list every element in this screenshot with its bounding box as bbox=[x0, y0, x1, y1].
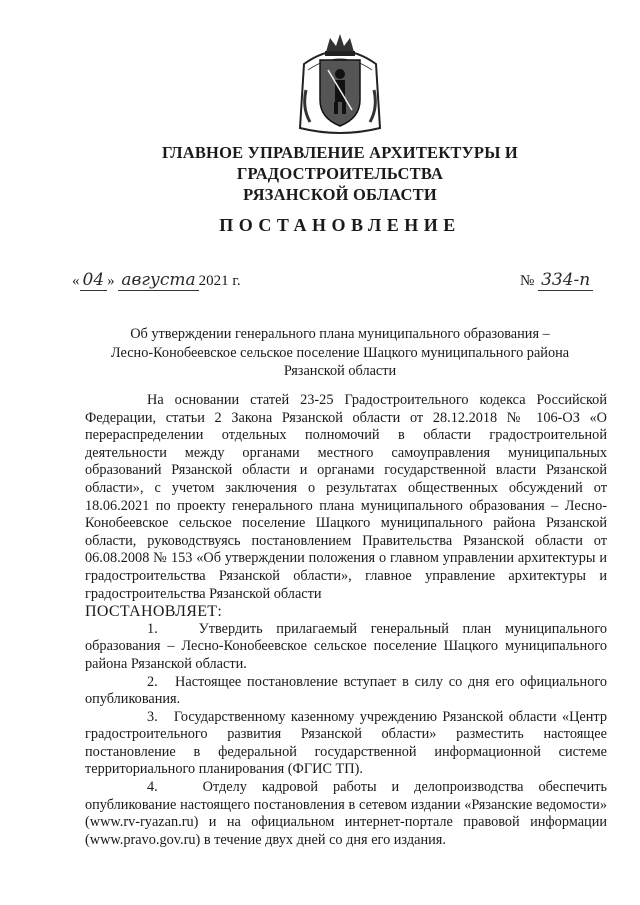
document-body bbox=[85, 392, 607, 849]
decree-word: ПОСТАНОВЛЯЕТ: bbox=[85, 603, 223, 621]
date-year: 2021 г. bbox=[198, 273, 241, 289]
item-4: 4. Отделу кадровой работы и делопроизводства обеспечить опубликование настоящего постановления в сетевом издании «Рязанские ведомости» (www.rv-ryazan.ru) и на официальном интернет-портале правовой информации (www.pravo.gov.ru) в течение двух дней со дня его издания. bbox=[85, 779, 607, 848]
date-month: августа bbox=[118, 270, 198, 291]
number-value: 334-п bbox=[538, 270, 593, 291]
open-quote: « bbox=[72, 273, 80, 289]
coat-of-arms-icon bbox=[298, 30, 382, 138]
item-1: 1. Утвердить прилагаемый генеральный план муниципального образования – Лесно-Конобеевское сельское поселение Шацкого муниципального района Рязанской области. bbox=[85, 620, 607, 672]
document-type: ПОСТАНОВЛЕНИЕ bbox=[219, 215, 461, 235]
preamble-paragraph: На основании статей 23-25 Градостроительного кодекса Российской Федерации, статьи 2 Закона Рязанской области от 28.12.2018 № 106-ОЗ «О перераспределении отдельных полномочий в области градостроительной деятельности между органами местного самоуправления муниципальных образований Рязанской области и органами государственной власти Рязанской области», с учетом заключения о результатах общественных обсуждений от 18.06.2021 по проекту генерального плана муниципального образования – Лесно-Конобеевское сельское поселение Шацкого муниципального района Рязанской области, руководствуясь постановлением Правительства Рязанской области от 06.08.2008 № 153 «Об утверждении положения о главном управлении архитектуры и градостроительства Рязанской области», главное управление архитектуры и градостроительства Рязанской области bbox=[85, 392, 607, 602]
subject-line-1: Об утверждении генерального плана муниципального образования – bbox=[130, 326, 550, 342]
close-quote: » bbox=[107, 273, 115, 289]
date-day: 04 bbox=[80, 270, 108, 291]
org-line-1: ГЛАВНОЕ УПРАВЛЕНИЕ АРХИТЕКТУРЫ И ГРАДОСТРОИТЕЛЬСТВА bbox=[162, 143, 518, 183]
subject-line-2: Лесно-Конобеевское сельское поселение Шацкого муниципального района bbox=[110, 344, 570, 361]
document-date bbox=[72, 270, 241, 290]
document-number bbox=[520, 270, 593, 290]
number-prefix: № bbox=[520, 273, 535, 289]
item-3: 3. Государственному казенному учреждению Рязанской области «Центр градостроительного развития Рязанской области» разместить настоящее постановление в федеральной государственной информационной системе территориального планирования (ФГИС ТП). bbox=[85, 708, 607, 778]
org-line-2: РЯЗАНСКОЙ ОБЛАСТИ bbox=[243, 185, 437, 204]
organization-name bbox=[60, 142, 620, 205]
item-2: 2. Настоящее постановление вступает в силу со дня его официального опубликования. bbox=[85, 673, 607, 708]
document-subject bbox=[80, 325, 600, 381]
subject-line-3: Рязанской области bbox=[283, 363, 397, 379]
